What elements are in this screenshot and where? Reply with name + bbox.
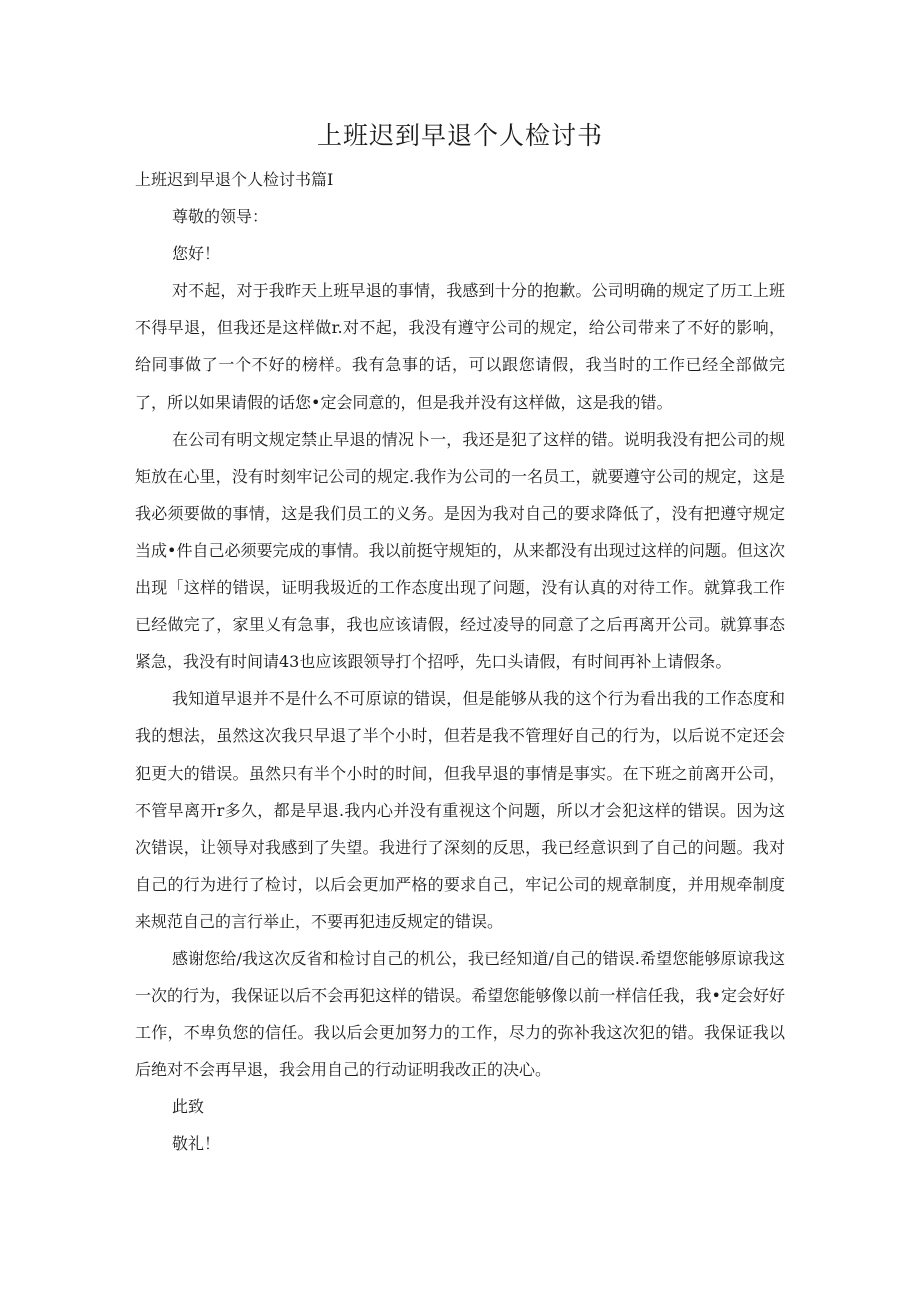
salutation: 尊敬的领导： xyxy=(172,207,269,227)
document-body xyxy=(135,161,785,1163)
document-subtitle: 上班迟到早退个人检讨书篇I xyxy=(135,170,334,189)
closing: 此致 xyxy=(172,1097,205,1117)
greeting: 您好！ xyxy=(172,244,221,264)
body-paragraph-2: 在公司有明文规定禁止早退的情况卜一，我还是犯了这样的错。说明我没有把公司的规矩放在心里，没有时刻牢记公司的规定.我作为公司的一名员工，就要遵守公司的规定，这是我必须要做的事情，这是我们员工的义务。是因为我对自己的要求降低了，没有把遵守规定当成•件自己必须要完成的事情。我以前挺守规矩的，从来都没有出现过这样的问题。但这次出现「这样的错误，证明我圾近的工作态度出现了问题，没有认真的对待工作。就算我工作已经做完了，家里乂有急事，我也应该请假，经过凌导的同意了之后再离开公司。就算事态紧急，我没有时间请43也应该跟领导打个招呼，先口头请假，有时间再补上请假条。 xyxy=(135,429,785,672)
body-paragraph-3: 我知道早退并不是什么不可原谅的错误，但是能够从我的这个行为看出我的工作态度和我的想法，虽然这次我只早退了半个小时，但若是我不管理好自己的行为，以后说不定还会犯更大的错误。虽然只有半个小时的时间，但我早退的事情是事实。在下班之前离开公司，不管早离开r多久，都是早退.我内心并没有重视这个问题，所以才会犯这样的错误。因为这次错误，让领导对我感到了失望。我进行了深刻的反思，我已经意识到了自己的问题。我对自己的行为进行了检讨，以后会更加严格的要求自己，牢记公司的规章制度，并用规牵制度来规范自己的言行举止，不要再犯违反规定的错误。 xyxy=(135,689,785,931)
body-paragraph-1: 对不起，对于我昨天上班早退的事情，我感到十分的抱歉。公司明确的规定了历工上班不得早退，但我还是这样做r.对不起，我没有遵守公司的规定，给公司带来了不好的影响，给同事做了一个不好的榜样。我有急事的话，可以跟您请假，我当时的工作已经全部做完了，所以如果请假的话您•定会同意的，但是我并没有这样做，这是我的错。 xyxy=(135,281,785,412)
document-title: 上班迟到早退个人检讨书 xyxy=(316,121,603,150)
regards: 敬礼！ xyxy=(172,1134,221,1154)
body-paragraph-4: 感谢您给/我这次反省和检讨自己的机公，我已经知道/自己的错误.希望您能够原谅我这一次的行为，我保证以后不会再犯这样的错误。希望您能够像以前一样信任我，我•定会好好工作，不卑负您的信任。我以后会更加努力的工作，尽力的弥补我这次犯的错。我保证我以后绝对不会再早退，我会用自己的行动证明我改正的决心。 xyxy=(135,948,785,1080)
